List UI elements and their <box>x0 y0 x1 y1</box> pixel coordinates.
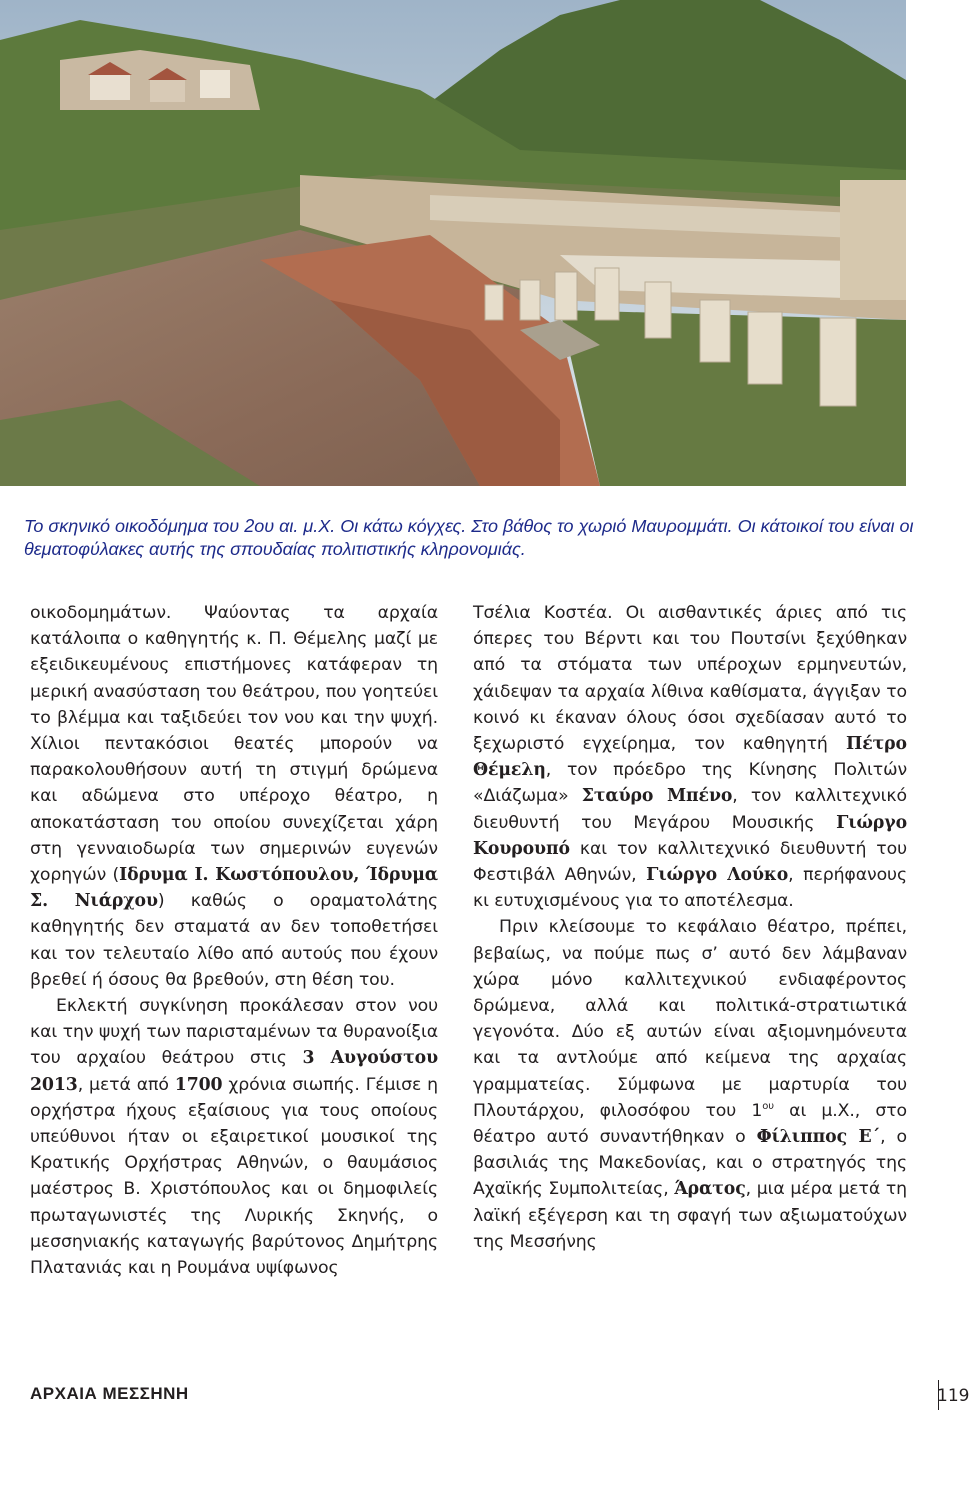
bold-text: 3 Αυγούστου 2013 <box>30 1048 438 1095</box>
photo-caption: Το σκηνικό οικοδόμημα του 2ου αι. μ.Χ. Οι κάτω κόγχες. Στο βάθος το χωριό Μαυρομμάτι. Οι κάτοικοί του είναι οι θεματοφύλακες αυτής της σπουδαίας πολιτιστικής κληρονομιάς. <box>24 516 914 559</box>
bold-text: Ιδρυμα Ι. Κωστόπουλου, Ίδρυμα Σ. Νιάρχου <box>30 865 438 912</box>
article-column-right <box>473 600 907 1255</box>
bold-text: Γιώργο Κουρουπό <box>473 812 907 859</box>
body-text: , τον καλλιτεχνικό διευθυντή του Μεγάρου Μουσικής <box>473 786 907 833</box>
paragraph <box>30 993 438 1281</box>
body-text: , μια μέρα μετά τη λαϊκή εξέγερση και τη σφαγή των αξιωματούχων της Μεσσήνης <box>473 1179 907 1252</box>
ancient-theatre-photo <box>0 0 906 486</box>
bold-text: Άρατος <box>674 1179 746 1200</box>
body-text: , τον πρόεδρο της Κίνησης Πολιτών «Διάζωμα» <box>473 760 907 807</box>
paragraph <box>30 600 438 993</box>
page-number: 119 <box>937 1386 969 1406</box>
body-text: , περήφανους κι ευτυχισμένους για το αποτέλεσμα. <box>473 865 907 912</box>
body-text: Πριν κλείσουμε το κεφάλαιο θέατρο, πρέπει, βεβαίως, να πούμε πως σ’ αυτό δεν λάμβαναν χώρα μόνο καλλιτεχνικού ενδιαφέροντος δρώμενα, αλλά και πολιτικά-στρατιωτικά γεγονότα. Δύο εξ αυτών είναι αξιομνημόνευτα και τα αντλούμε από κείμενα της αρχαίας γραμματείας. Σύμφωνα με μαρτυρία του Πλουτάρχου, φιλοσόφου του 1 <box>473 917 907 1121</box>
body-text: , μετά από <box>77 1074 175 1095</box>
bold-text: Φίλιππος Ε΄ <box>756 1127 881 1148</box>
body-text: ) καθώς ο οραματολάτης καθηγητής δεν σταματά αν δεν τοποθετήσει και τον τελευταίο λίθο από αυτούς που έχουν βρεθεί ή όσους θα βρεθούν, στη θέση του. <box>30 891 438 990</box>
paragraph <box>473 600 907 914</box>
body-text: αι μ.Χ., στο θέατρο αυτό συναντήθηκαν ο <box>473 1100 907 1148</box>
body-text: ου <box>762 1101 774 1113</box>
body-text: οικοδομημάτων. Ψαύοντας τα αρχαία κατάλοιπα ο καθηγητής κ. Π. Θέμελης μαζί με εξειδικευμένους επιστήμονες κατάφεραν τη μερική ανασύσταση του θεάτρου, που γοητεύει το βλέμμα και ταξιδεύει τον νου και την ψυχή. Χίλιοι πεντακόσιοι θεατές μπορούν να παρακολουθήσουν αυτή τη στιγμή δρώμενα και αδώμενα στο υπέροχο θέατρο, η αποκατάσταση του οποίου συνεχίζεται χάρη στη γενναιοδωρία των σημερινών ευγενών χορηγών ( <box>30 603 438 886</box>
body-text: και τον καλλιτεχνικό διευθυντή του Φεστιβάλ Αθηνών, <box>473 838 907 886</box>
bold-text: Σταύρο Μπένο <box>581 786 733 807</box>
article-column-left <box>30 600 438 1281</box>
body-text: , ο βασιλιάς της Μακεδονίας, και ο στρατηγός της Αχαϊκής Συμπολιτείας, <box>473 1127 907 1200</box>
body-text: χρόνια σιωπής. Γέμισε η ορχήστρα ήχους εξαίσιους για τους οποίους υπεύθυνοι ήταν οι εξαιρετικοί μουσικοί της Κρατικής Ορχήστρας Αθηνών, ο θαυμάσιος μαέστρος Β. Χριστόπουλος και οι δημοφιλείς πρωταγωνιστές της Λυρικής Σκηνής, ο μεσσηνιακής καταγωγής βαρύτονος Δημήτρης Πλατανιάς και η Ρουμάνα υψίφωνος <box>30 1074 439 1279</box>
bold-text: Γιώργο Λούκο <box>646 865 789 886</box>
bold-text: 1700 <box>174 1074 223 1095</box>
footer-publication-title: ΑΡΧΑΙΑ ΜΕΣΣΗΝΗ <box>30 1384 189 1403</box>
body-text: Τσέλια Κοστέα. Οι αισθαντικές άριες από τις όπερες του Βέρντι και του Πουτσίνι ξεχύθηκαν από τα στόματα των υπέροχων ερμηνευτών, χάιδεψαν τα αρχαία λίθινα καθίσματα, άγγιξαν το κοινό κι έκαναν όλους όσοι σχεδίασαν αυτό το ξεχωριστό εγχείρημα, τον καθηγητή <box>473 603 907 755</box>
body-text: Εκλεκτή συγκίνηση προκάλεσαν στον νου και την ψυχή των παρισταμένων τα θυρανοίξια του αρχαίου θεάτρου στις <box>30 996 438 1069</box>
paragraph <box>473 914 907 1255</box>
bold-text: Πέτρο Θέμελη <box>473 734 907 781</box>
